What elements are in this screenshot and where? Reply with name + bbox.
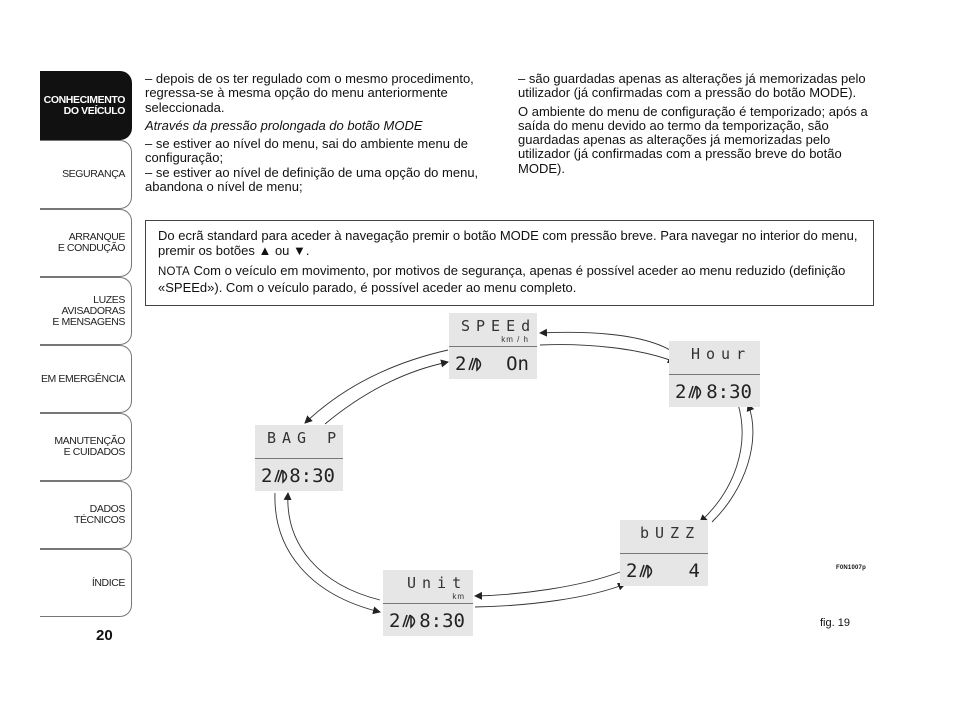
lcd-value: 8:30 bbox=[706, 381, 752, 403]
arrow-hour-to-speed bbox=[540, 332, 670, 350]
tab-label: ÍNDICE bbox=[91, 576, 125, 589]
period: . bbox=[305, 243, 310, 258]
lcd-unit: km / h bbox=[501, 335, 529, 344]
lcd-value: On bbox=[506, 353, 529, 375]
tab-label: LUZES AVISADORAS E MENSAGENS bbox=[52, 293, 125, 328]
bulb-icon bbox=[637, 562, 655, 580]
paragraph: O ambiente do menu de configuração é temporizado; após a saída do menu devido ao termo da temporização, são guardadas apenas as alterações já memorizadas pelo utilizador (já confirmadas com a pressão breve do botão MODE). bbox=[518, 103, 868, 176]
lcd-bag bbox=[255, 425, 343, 491]
figure-caption: fig. 19 bbox=[820, 617, 850, 629]
lcd-divider bbox=[255, 458, 343, 459]
lcd-gear-indicator bbox=[626, 560, 655, 582]
lcd-divider bbox=[383, 603, 473, 604]
or-text: ou bbox=[274, 243, 290, 258]
gear-digit: 2 bbox=[675, 381, 687, 403]
paragraph: – depois de os ter regulado com o mesmo procedimento, regressa-se à mesma opção do menu anteriormente seleccionada. bbox=[145, 71, 474, 115]
bulb-icon bbox=[400, 612, 418, 630]
tab-label: CONHECIMENTO DO VEÍCULO bbox=[43, 93, 125, 117]
tab-label: DADOS TÉCNICOS bbox=[73, 503, 125, 526]
lcd-title: Unit bbox=[407, 574, 468, 592]
lcd-value: 4 bbox=[688, 560, 700, 582]
arrow-hour-to-buzz bbox=[700, 404, 742, 522]
down-arrow-icon: ▼ bbox=[293, 243, 306, 258]
gear-digit: 2 bbox=[261, 465, 273, 487]
paragraph: – se estiver ao nível do menu, sai do ambiente menu de configuração; bbox=[145, 136, 469, 166]
bulb-icon bbox=[466, 355, 484, 373]
lcd-divider bbox=[449, 346, 537, 347]
lcd-buzz bbox=[620, 520, 708, 586]
lcd-hour bbox=[669, 341, 760, 407]
lcd-gear-indicator bbox=[455, 353, 484, 375]
paragraph: – são guardadas apenas as alterações já memorizadas pelo utilizador (já confirmadas com a pressão do botão MODE). bbox=[518, 71, 866, 101]
lcd-divider bbox=[669, 374, 760, 375]
arrow-unit-to-buzz bbox=[475, 584, 625, 607]
lcd-speed bbox=[449, 313, 537, 379]
italic-heading: Através da pressão prolongada do botão MODE bbox=[145, 117, 423, 133]
arrow-speed-to-hour bbox=[540, 345, 675, 362]
lcd-gear-indicator bbox=[261, 465, 290, 487]
lcd-gear-indicator bbox=[389, 610, 418, 632]
lcd-title: bUZZ bbox=[640, 524, 701, 542]
gear-digit: 2 bbox=[389, 610, 401, 632]
page-number: 20 bbox=[96, 627, 113, 644]
arrow-speed-to-bag bbox=[305, 350, 448, 423]
arrow-unit-to-bag bbox=[288, 493, 380, 600]
info-text: Do ecrã standard para aceder à navegação premir o botão MODE com pressão breve. Para navegar no interior do menu, premir os botões bbox=[158, 228, 858, 258]
gear-digit: 2 bbox=[626, 560, 638, 582]
lcd-gear-indicator bbox=[675, 381, 704, 403]
note-label: NOTA bbox=[158, 266, 190, 278]
bulb-icon bbox=[686, 383, 704, 401]
tab-label: SEGURANÇA bbox=[62, 168, 125, 180]
bulb-icon bbox=[272, 467, 290, 485]
lcd-value: 8:30 bbox=[289, 465, 335, 487]
note-text: Com o veículo em movimento, por motivos de segurança, apenas é possível aceder ao menu reduzido (definição «SPEEd»). Com o veículo parado, é possível aceder ao menu completo. bbox=[158, 263, 846, 295]
lcd-title: Hour bbox=[691, 345, 752, 363]
lcd-value: 8:30 bbox=[419, 610, 465, 632]
tab-label: EM EMERGÊNCIA bbox=[40, 372, 125, 385]
lcd-unit: km bbox=[452, 592, 465, 601]
figure-code: F0N1007p bbox=[836, 565, 866, 571]
arrow-buzz-to-hour bbox=[712, 404, 753, 522]
paragraph: – se estiver ao nível de definição de uma opção do menu, abandona o nível de menu; bbox=[145, 164, 479, 195]
gear-digit: 2 bbox=[455, 353, 467, 375]
arrow-bag-to-unit bbox=[275, 493, 380, 612]
lcd-divider bbox=[620, 553, 708, 554]
lcd-title: SPEEd bbox=[461, 317, 537, 335]
lcd-title: BAG P bbox=[267, 429, 343, 447]
tab-label: MANUTENÇÃO E CUIDADOS bbox=[54, 435, 125, 458]
lcd-unit-display bbox=[383, 570, 473, 636]
tab-label: ARRANQUE E CONDUÇÃO bbox=[57, 231, 125, 254]
up-arrow-icon: ▲ bbox=[258, 243, 272, 258]
